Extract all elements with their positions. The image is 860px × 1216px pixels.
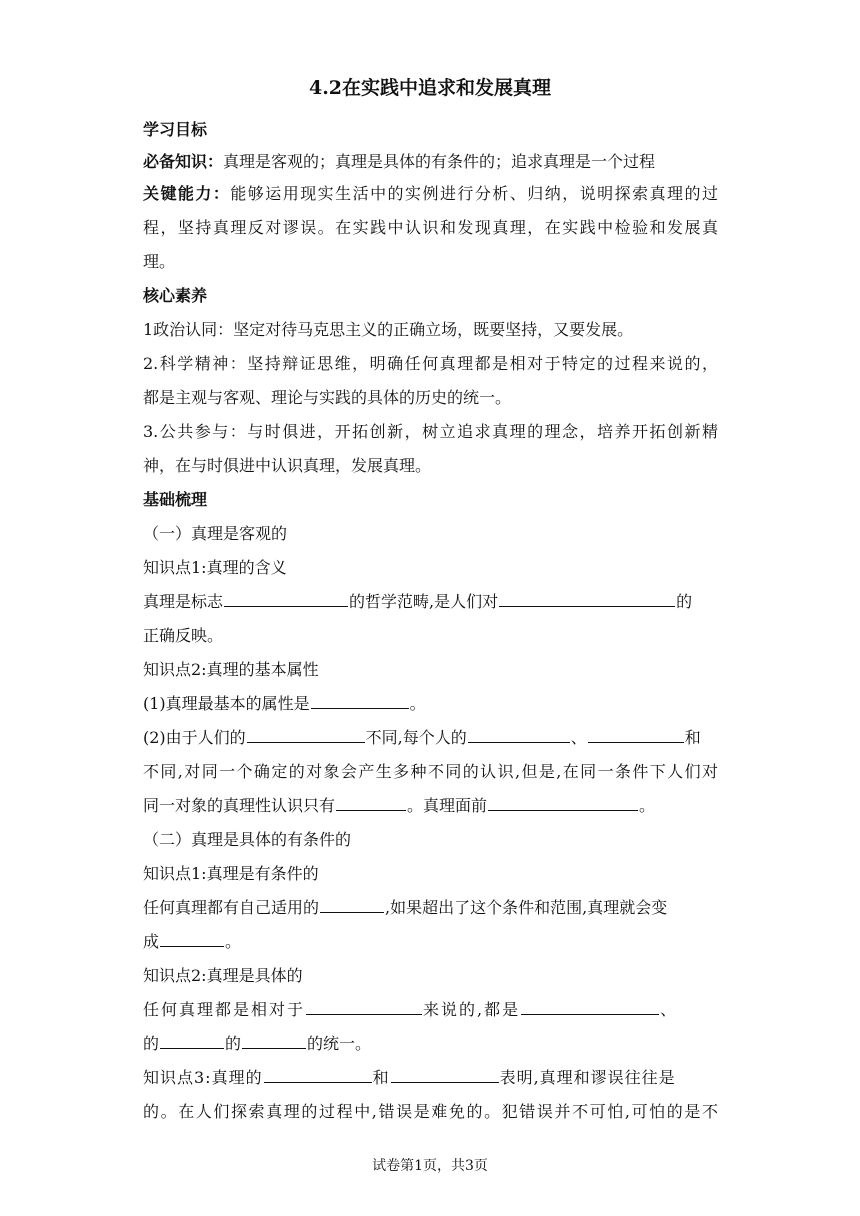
kp3-line-1 <box>143 896 718 920</box>
knowledge-line <box>143 150 718 174</box>
kp1-line-2: 正确反映。 <box>143 626 224 645</box>
objectives-heading: 学习目标 <box>143 120 208 139</box>
kp2-item-2-text-d: 和 <box>684 728 701 747</box>
kp2-item-2-text-c: 、 <box>570 728 587 747</box>
kp2-item-1 <box>143 692 718 716</box>
kp3-text-b: ,如果超出了这个条件和范围,真理就会变 <box>385 898 668 917</box>
kp2-item-1-end: 。 <box>409 694 426 713</box>
page-footer: 试卷第1页，共3页 <box>372 1158 488 1174</box>
fill-blank <box>160 930 224 947</box>
fill-blank <box>499 590 675 607</box>
ability-label: 关键能力： <box>143 184 231 203</box>
kp1-text-a: 真理是标志 <box>143 592 224 611</box>
knowledge-text: 真理是客观的；真理是具体的有条件的；追求真理是一个过程 <box>223 152 656 171</box>
section-2-heading: （二）真理是具体的有条件的 <box>143 830 352 849</box>
fill-blank <box>160 1032 224 1049</box>
kp2-item-2-line-3 <box>143 794 718 818</box>
literacy-item-3-line-1: 3.公共参与：与时俱进，开拓创新，树立追求真理的理念，培养开拓创新精 <box>143 422 718 441</box>
kp1-text-c: 的 <box>676 592 693 611</box>
kp4-line-2 <box>143 1032 718 1056</box>
document-title: 4.2在实践中追求和发展真理 <box>308 77 552 99</box>
kp4-text-f: 的统一。 <box>307 1034 372 1053</box>
fill-blank <box>264 1066 372 1083</box>
fill-blank <box>311 692 409 709</box>
literacy-item-2-line-2: 都是主观与客观、理论与实践的具体的历史的统一。 <box>143 388 512 407</box>
kp5-text-a: 知识点3:真理的 <box>143 1068 263 1087</box>
kp2-item-2-text-a: (2)由于人们的 <box>143 728 246 747</box>
kp4-text-c: 、 <box>660 1000 679 1019</box>
kp4-title: 知识点2:真理是具体的 <box>143 966 303 985</box>
fill-blank <box>247 726 365 743</box>
ability-line-1 <box>143 182 718 206</box>
kp1-line-1 <box>143 590 718 614</box>
literacy-item-3-line-2: 神，在与时俱进中认识真理，发展真理。 <box>143 456 432 475</box>
kp3-line-2 <box>143 930 718 954</box>
fill-blank <box>521 998 659 1015</box>
kp4-line-1 <box>143 998 718 1022</box>
kp5-line-2: 的。在人们探索真理的过程中,错误是难免的。犯错误并不可怕,可怕的是不 <box>143 1102 718 1121</box>
basics-heading: 基础梳理 <box>143 490 208 509</box>
kp2-item-2-text-g: 。 <box>639 796 656 815</box>
kp3-text-d: 。 <box>225 932 242 951</box>
fill-blank <box>224 590 348 607</box>
kp5-text-c: 表明,真理和谬误往往是 <box>499 1068 676 1087</box>
kp3-text-a: 任何真理都有自己适用的 <box>143 898 320 917</box>
kp3-text-c: 成 <box>143 932 160 951</box>
fill-blank <box>242 1032 306 1049</box>
fill-blank <box>320 896 384 913</box>
ability-text-1: 能够运用现实生活中的实例进行分析、归纳，说明探索真理的过 <box>230 184 718 203</box>
ability-line-3: 理。 <box>143 252 176 271</box>
kp4-text-d: 的 <box>143 1034 160 1053</box>
literacy-heading: 核心素养 <box>143 286 208 305</box>
kp2-item-1-text: (1)真理最基本的属性是 <box>143 694 310 713</box>
ability-line-2: 程，坚持真理反对谬误。在实践中认识和发现真理，在实践中检验和发展真 <box>143 218 718 237</box>
kp4-text-e: 的 <box>225 1034 242 1053</box>
kp1-text-b: 的哲学范畴,是人们对 <box>349 592 499 611</box>
section-1-heading: （一）真理是客观的 <box>143 524 288 543</box>
fill-blank <box>488 794 638 811</box>
knowledge-label: 必备知识： <box>143 152 224 171</box>
kp5-text-b: 和 <box>372 1068 390 1087</box>
kp2-item-2-line-1 <box>143 726 718 750</box>
fill-blank <box>306 998 422 1015</box>
kp2-title: 知识点2:真理的基本属性 <box>143 660 319 679</box>
kp4-text-b: 来说的,都是 <box>423 1000 521 1019</box>
kp4-text-a: 任何真理都是相对于 <box>143 1000 306 1019</box>
kp2-item-2-line-2: 不同,对同一个确定的对象会产生多种不同的认识,但是,在同一条件下人们对 <box>143 762 718 781</box>
kp2-item-2-text-e: 同一对象的真理性认识只有 <box>143 796 336 815</box>
kp2-item-2-text-b: 不同,每个人的 <box>365 728 467 747</box>
kp5-line-1 <box>143 1066 718 1090</box>
literacy-item-2-line-1: 2.科学精神：坚持辩证思维，明确任何真理都是相对于特定的过程来说的， <box>143 354 718 373</box>
kp2-item-2-text-f: 。真理面前 <box>407 796 488 815</box>
kp1-title: 知识点1:真理的含义 <box>143 558 287 577</box>
fill-blank <box>391 1066 499 1083</box>
fill-blank <box>588 726 684 743</box>
kp3-title: 知识点1:真理是有条件的 <box>143 864 319 883</box>
fill-blank <box>336 794 406 811</box>
literacy-item-1: 1政治认同：坚定对待马克思主义的正确立场，既要坚持，又要发展。 <box>143 320 634 339</box>
fill-blank <box>468 726 570 743</box>
